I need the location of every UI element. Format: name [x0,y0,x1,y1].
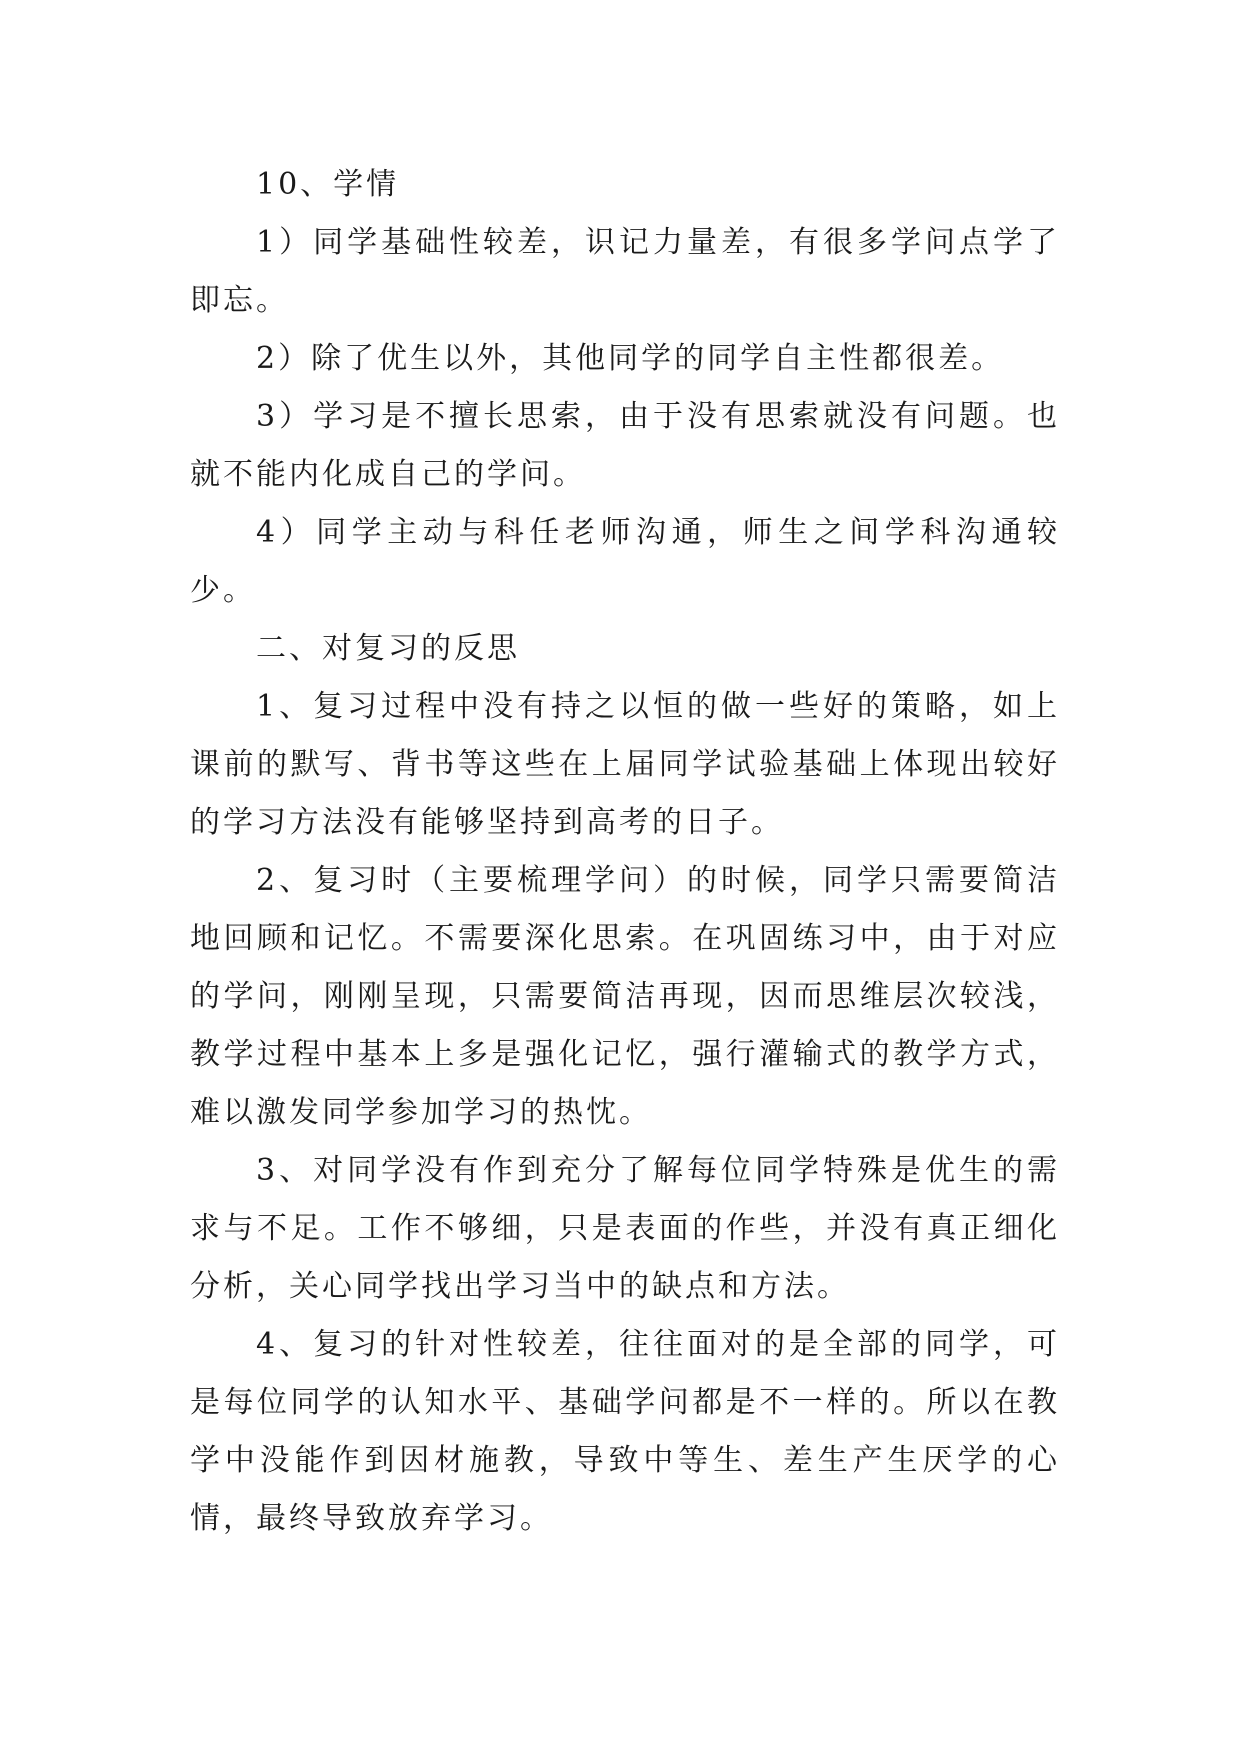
paragraph-item-2: 2）除了优生以外，其他同学的同学自主性都很差。 [256,341,1005,376]
paragraph-reflection-1: 1、复习过程中没有持之以恒的做一些好的策略，如上课前的默写、背书等这些在上届同学试验基础上体现出较好的学习方法没有能够坚持到高考的日子。 [190,689,1060,840]
paragraph-reflection-3: 3、对同学没有作到充分了解每位同学特殊是优生的需求与不足。工作不够细，只是表面的作些，并没有真正细化分析，关心同学找出学习当中的缺点和方法。 [190,1153,1060,1304]
document-body [190,156,1060,1548]
paragraph-item-1: 1）同学基础性较差，识记力量差，有很多学问点学了即忘。 [190,225,1060,318]
section-heading-reflection: 二、对复习的反思 [256,631,520,666]
paragraph-section-10-heading: 10、学情 [256,167,400,202]
paragraph-item-3: 3）学习是不擅长思索，由于没有思索就没有问题。也就不能内化成自己的学问。 [190,399,1060,492]
paragraph-item-4: 4）同学主动与科任老师沟通，师生之间学科沟通较少。 [190,515,1060,608]
paragraph-reflection-2: 2、复习时（主要梳理学问）的时候，同学只需要简洁地回顾和记忆。不需要深化思索。在巩固练习中，由于对应的学问，刚刚呈现，只需要简洁再现，因而思维层次较浅，教学过程中基本上多是强化记忆，强行灌输式的教学方式，难以激发同学参加学习的热忱。 [190,863,1060,1130]
paragraph-reflection-4: 4、复习的针对性较差，往往面对的是全部的同学，可是每位同学的认知水平、基础学问都是不一样的。所以在教学中没能作到因材施教，导致中等生、差生产生厌学的心情，最终导致放弃学习。 [190,1327,1060,1536]
